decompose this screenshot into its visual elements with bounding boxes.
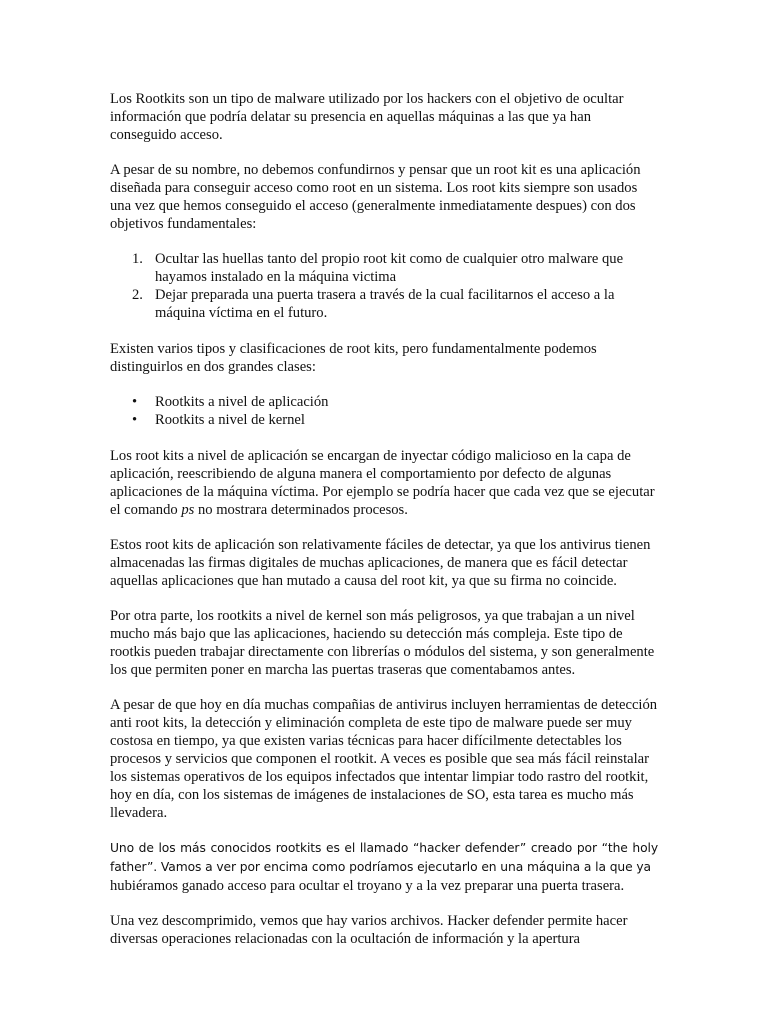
- paragraph-text: Uno de los más conocidos rootkits es el llamado “hacker defender” creado por “the holy father”. Vamos a ver por encima como podríamos ejecutarlo en una máquina a la que ya: [110, 841, 658, 874]
- paragraph-purpose: A pesar de su nombre, no debemos confundirnos y pensar que un root kit es una aplicación diseñada para conseguir acceso como root en un sistema. Los root kits siempre son usados una vez que hemos conseguido el acceso (generalmente inmediatamente despues) con dos objetivos fundamentales:: [110, 162, 641, 232]
- list-item: [110, 250, 658, 286]
- paragraph-decompressed: Una vez descomprimido, vemos que hay varios archivos. Hacker defender permite hacer diversas operaciones relacionadas con la ocultación de información y la apertura: [110, 913, 628, 947]
- list-marker: 2.: [132, 287, 143, 303]
- list-item: [110, 393, 658, 411]
- bullet-icon: •: [132, 394, 138, 410]
- paragraph-application-rootkits: [110, 447, 658, 519]
- paragraph-detection: Estos root kits de aplicación son relativamente fáciles de detectar, ya que los antivirus tienen almacenadas las firmas digitales de muchas aplicaciones, de manera que es fácil detectar aquellas aplicaciones que han mutado a causa del root kit, ya que su firma no coincide.: [110, 537, 651, 589]
- paragraph-text: no mostrara determinados procesos.: [194, 502, 408, 518]
- list-item-text: Rootkits a nivel de aplicación: [155, 394, 329, 410]
- paragraph-text: Los root kits a nivel de aplicación se encargan de inyectar código malicioso en la capa de aplicación, reescribiendo de alguna manera el comportamiento por defecto de algunas aplicaciones de la máquina víctima. Por ejemplo se podría hacer que cada vez que se ejecutar el comando: [110, 448, 655, 518]
- list-item-text: Ocultar las huellas tanto del propio root kit como de cualquier otro malware que hayamos instalado en la máquina victima: [155, 251, 624, 285]
- paragraph-intro: Los Rootkits son un tipo de malware utilizado por los hackers con el objetivo de ocultar información que podría delatar su presencia en aquellas máquinas a las que ya han conseguido acceso.: [110, 91, 624, 143]
- rootkit-classes-list: [110, 393, 658, 429]
- objectives-list: [110, 250, 658, 322]
- paragraph-hacker-defender: [110, 839, 658, 895]
- list-item-text: Dejar preparada una puerta trasera a través de la cual facilitarnos el acceso a la máquina víctima en el futuro.: [155, 287, 615, 321]
- list-item: [110, 411, 658, 429]
- paragraph-types: Existen varios tipos y clasificaciones de root kits, pero fundamentalmente podemos distinguirlos en dos grandes clases:: [110, 341, 597, 375]
- paragraph-text: hubiéramos ganado acceso para ocultar el troyano y a la vez preparar una puerta trasera.: [110, 878, 625, 894]
- list-marker: 1.: [132, 251, 143, 267]
- paragraph-antirootkit: A pesar de que hoy en día muchas compañias de antivirus incluyen herramientas de detección anti root kits, la detección y eliminación completa de este tipo de malware puede ser muy costosa en tiempo, ya que existen varias técnicas para hacer difícilmente detectables los procesos y servicios que componen el rootkit. A veces es posible que sea más fácil reinstalar los sistemas operativos de los equipos infectados que intentar limpiar todo rastro del rootkit, hoy en día, con los sistemas de imágenes de instalaciones de SO, esta tarea es mucho más llevadera.: [110, 697, 658, 821]
- document-body: [110, 90, 658, 965]
- list-item: [110, 286, 658, 322]
- command-name: ps: [181, 502, 195, 518]
- bullet-icon: •: [132, 412, 138, 428]
- paragraph-kernel-rootkits: Por otra parte, los rootkits a nivel de kernel son más peligrosos, ya que trabajan a un nivel mucho más bajo que las aplicaciones, haciendo su detección más compleja. Este tipo de rootkis pueden trabajar directamente con librerías o módulos del sistema, y son generalmente los que permiten poner en marcha las puertas traseras que comentabamos antes.: [110, 608, 655, 678]
- list-item-text: Rootkits a nivel de kernel: [155, 412, 305, 428]
